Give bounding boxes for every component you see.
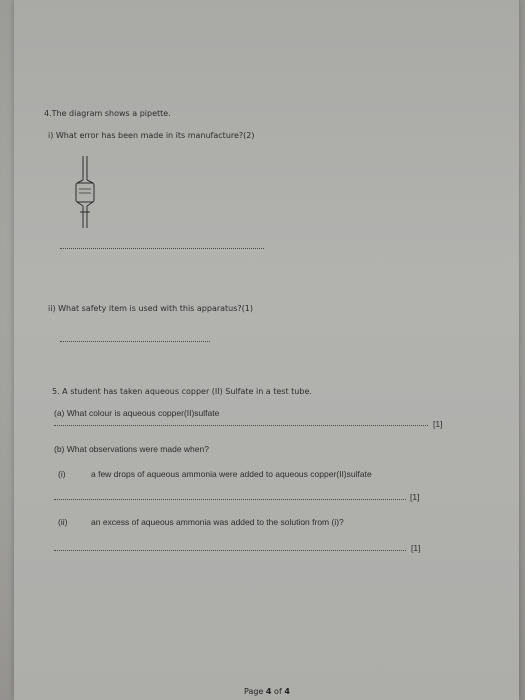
page-number: 4 [265,687,272,696]
q5-sub-ii-number: (ii) [58,517,68,527]
page-footer [244,687,290,696]
q5-sub-i-text: a few drops of aqueous ammonia were added to aqueous copper(II)sulfate [91,469,372,479]
q5-ii-mark: [1] [411,543,421,553]
q4-title: 4.The diagram shows a pipette. [44,109,171,118]
q5-i-answer-line[interactable] [54,499,406,500]
q4-part-i: i) What error has been made in its manufacture?(2) [48,131,255,140]
q5-a-mark: [1] [433,419,443,429]
exam-sheet [14,0,519,700]
q4-i-answer-line[interactable] [60,248,264,249]
q5-i-mark: [1] [410,492,420,502]
q5-title: 5. A student has taken aqueous copper (II) Sulfate in a test tube. [52,387,312,396]
pipette-diagram [72,156,100,232]
page-label: Page [244,687,264,696]
of-label: of [274,687,282,696]
q5-part-a: (a) What colour is aqueous copper(II)sulfate [54,408,220,418]
q5-part-b: (b) What observations were made when? [54,444,209,454]
q5-sub-ii-text: an excess of aqueous ammonia was added to the solution from (i)? [91,517,344,527]
page-total: 4 [284,687,290,696]
q5-a-answer-line[interactable] [54,425,428,426]
q4-part-ii: ii) What safety item is used with this apparatus?(1) [48,304,253,313]
q4-ii-answer-line[interactable] [60,341,210,342]
q5-sub-i-number: (i) [58,469,66,479]
q5-ii-answer-line[interactable] [54,550,406,551]
